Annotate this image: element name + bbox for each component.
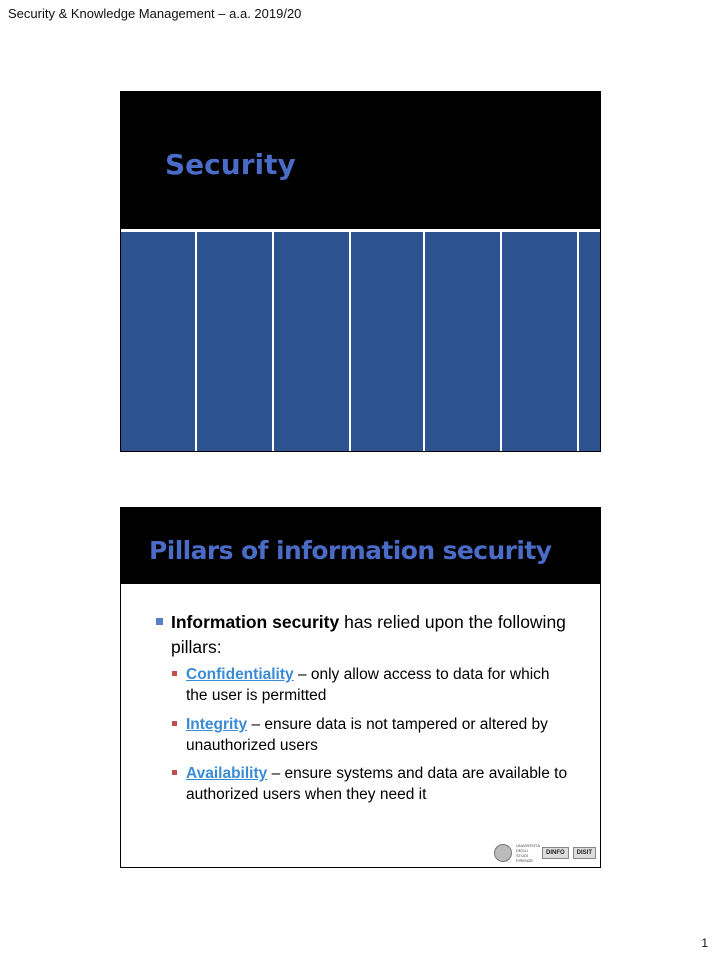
panel: [121, 232, 197, 452]
panel: [351, 232, 425, 452]
slide-title: Security: [165, 148, 296, 181]
slide-title-bar: [121, 508, 600, 584]
slide-pillars: [120, 507, 601, 868]
pillar-item-availability: [172, 763, 572, 805]
pillar-description: – ensure systems and data are available to authorized users when they need it: [186, 765, 568, 803]
disit-logo: DISIT: [573, 847, 596, 859]
bullet-bold-term: Information security: [171, 612, 340, 632]
pillar-term-link[interactable]: Availability: [186, 765, 268, 782]
pillar-item-confidentiality: [172, 664, 572, 706]
dinfo-logo: DINFO: [542, 847, 569, 859]
slide-title-bar: [121, 92, 600, 229]
panel: [274, 232, 351, 452]
slide-title: Pillars of information security: [149, 536, 552, 565]
main-bullet-text: [171, 610, 576, 660]
panel: [197, 232, 274, 452]
pillar-description: – ensure data is not tampered or altered by unauthorized users: [186, 716, 548, 754]
university-name: UNIVERSITÀ DEGLI STUDI FIRENZE: [515, 843, 540, 863]
panel: [425, 232, 502, 452]
university-seal-icon: [494, 844, 512, 862]
slide-security: [120, 91, 601, 452]
square-bullet-icon: [156, 618, 163, 625]
panel-row: [121, 232, 600, 452]
pillar-item-integrity: [172, 714, 572, 756]
footer-logos: [494, 843, 596, 863]
square-bullet-icon: [172, 671, 177, 676]
page-header: Security & Knowledge Management – a.a. 2019/20: [8, 6, 302, 21]
square-bullet-icon: [172, 721, 177, 726]
page-number: 1: [701, 936, 708, 950]
pillar-term-link[interactable]: Confidentiality: [186, 666, 294, 683]
panel: [579, 232, 600, 452]
bullet-rest: has relied upon the following pillars:: [171, 612, 566, 657]
square-bullet-icon: [172, 770, 177, 775]
pillar-term-link[interactable]: Integrity: [186, 716, 248, 733]
pillar-description: – only allow access to data for which the user is permitted: [186, 666, 550, 704]
panel: [502, 232, 579, 452]
main-bullet: [156, 610, 576, 660]
